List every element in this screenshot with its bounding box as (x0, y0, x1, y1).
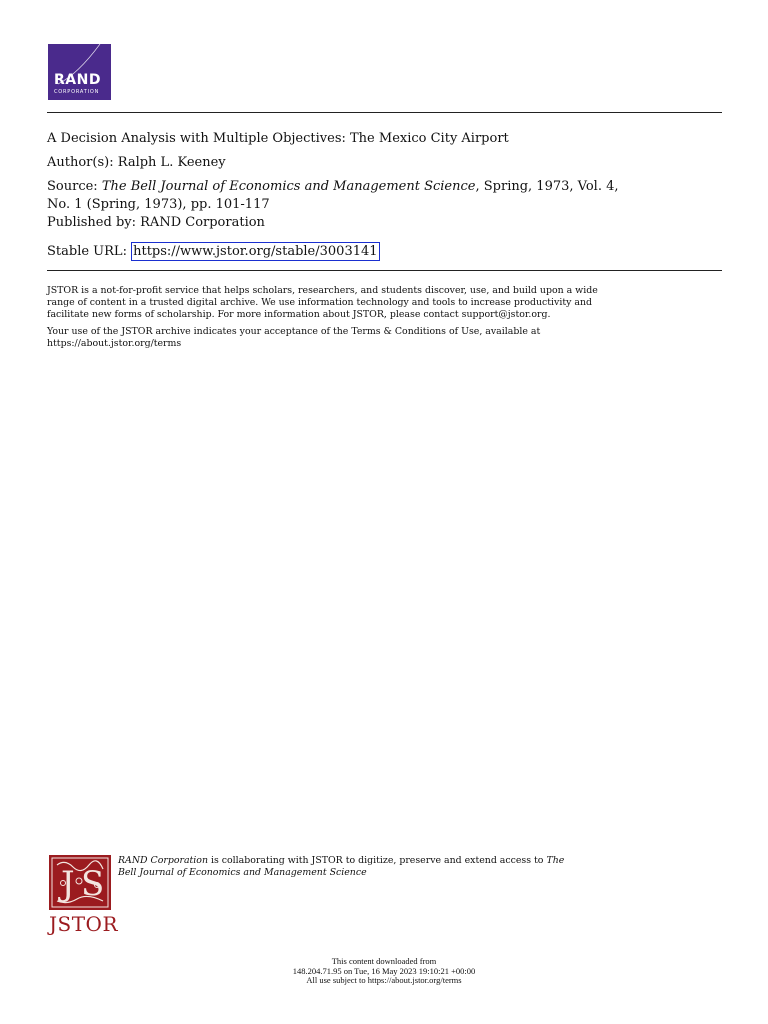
jstor-about-notice: JSTOR is a not-for-profit service that helps scholars, researchers, and students discover, use, and build upon a wide range of content in a trusted digital archive. We use information technology and tools to increase productivity and facilitate new forms of scholarship. For more information about JSTOR, please contact support@jstor.org. (47, 285, 598, 320)
authors-label: Author(s): (47, 155, 114, 170)
rand-logo (48, 44, 111, 100)
rand-wordmark: RAND (54, 72, 101, 88)
source-details-line1: , Spring, 1973, Vol. 4, (475, 179, 619, 194)
authors-value: Ralph L. Keeney (117, 155, 226, 170)
collab-text: is collaborating with JSTOR to digitize, preserve and extend access to (208, 855, 547, 866)
jstor-ornament-icon (49, 855, 111, 910)
jstor-emblem (49, 855, 111, 910)
collab-partner: RAND Corporation (118, 855, 208, 866)
collab-journal-part1: The (546, 855, 565, 866)
stable-url-link[interactable]: https://www.jstor.org/stable/3003141 (133, 244, 378, 259)
middle-divider (47, 270, 722, 271)
source-label: Source: (47, 179, 98, 194)
article-authors (47, 154, 727, 172)
publisher-value: RAND Corporation (140, 215, 265, 230)
collab-journal-part2: Bell Journal of Economics and Management Science (118, 867, 367, 878)
terms-notice: Your use of the JSTOR archive indicates your acceptance of the Terms & Conditions of Use, available at https://about.jstor.org/terms (47, 326, 737, 350)
jstor-wordmark: JSTOR (49, 912, 119, 936)
stable-url-row (47, 242, 727, 261)
svg-text:S: S (81, 864, 105, 904)
svg-text:J: J (61, 864, 75, 904)
collaboration-notice (118, 855, 698, 879)
article-publisher (47, 214, 727, 232)
terms-link[interactable]: https://about.jstor.org/terms (47, 338, 182, 349)
article-title: A Decision Analysis with Multiple Objectives: The Mexico City Airport (47, 131, 509, 146)
download-footer: This content downloaded from 148.204.71.95 on Tue, 16 May 2023 19:10:21 +00:00 All use subject to https://about.jstor.org/terms (292, 956, 476, 985)
source-details-line2: No. 1 (Spring, 1973), pp. 101-117 (47, 197, 270, 212)
source-journal: The Bell Journal of Economics and Management Science (101, 179, 476, 194)
jstor-logo (49, 855, 119, 936)
top-divider (47, 112, 722, 113)
rand-subtext: CORPORATION (54, 89, 100, 95)
published-label: Published by: (47, 215, 136, 230)
article-source (47, 178, 727, 214)
stable-url-label: Stable URL: (47, 244, 127, 259)
